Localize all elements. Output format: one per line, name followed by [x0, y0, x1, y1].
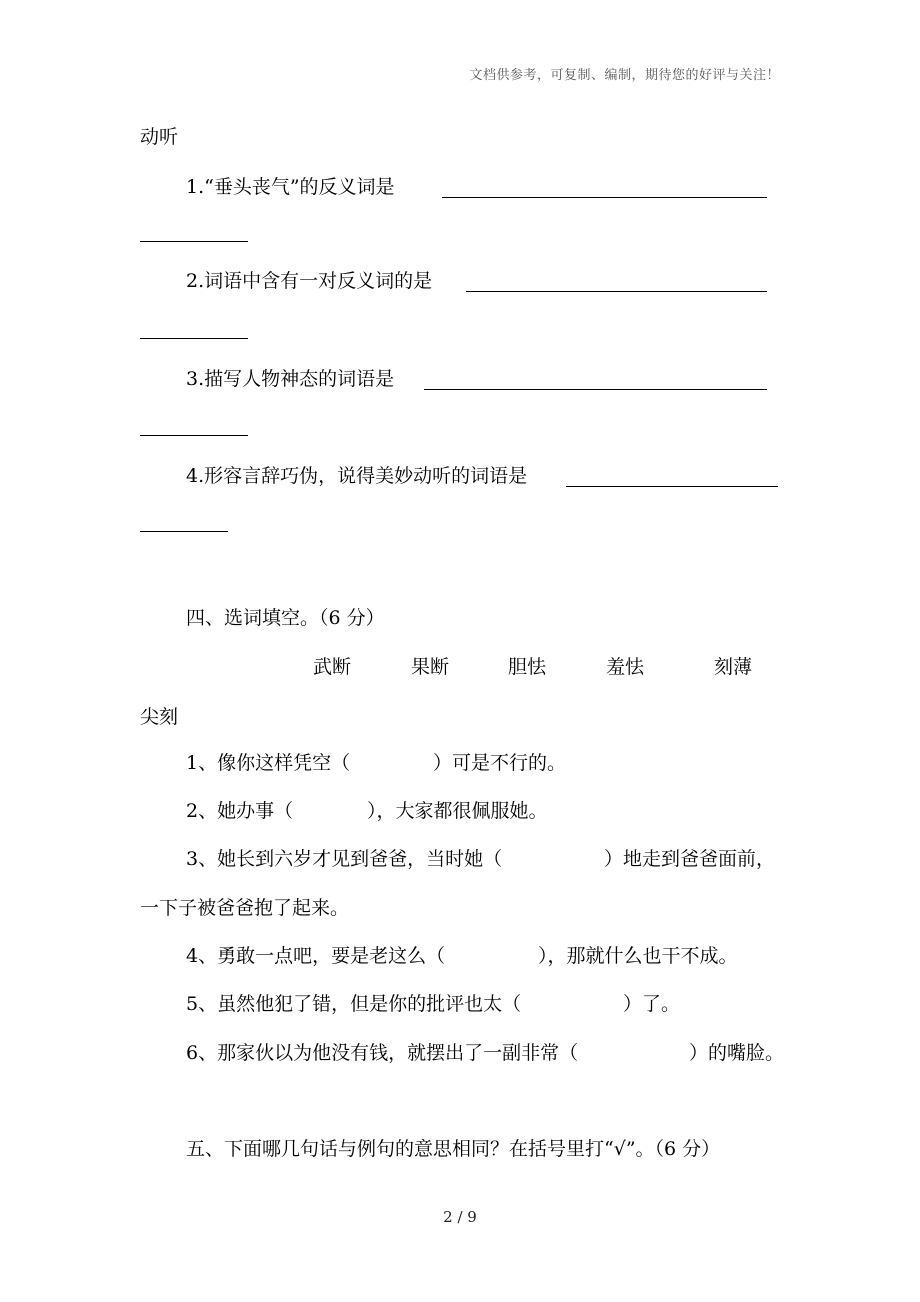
s4-item-3-before: 3、她长到六岁才见到爸爸，当时她（: [186, 848, 503, 870]
s4-item-6-before: 6、那家伙以为他没有钱，就摆出了一副非常（: [186, 1042, 579, 1064]
word-bank-item: 羞怯: [606, 656, 645, 678]
s4-item-1-before: 1、像你这样凭空（: [186, 752, 351, 774]
answer-line: [466, 291, 767, 292]
answer-line: [424, 389, 767, 390]
section5-title: 五、下面哪几句话与例句的意思相同？在括号里打“√”。（6 分）: [186, 1138, 721, 1160]
answer-line: [140, 531, 228, 532]
continuation-text: 动听: [140, 126, 179, 148]
answer-line: [442, 197, 767, 198]
s4-item-4-before: 4、勇敢一点吧，要是老这么（: [186, 945, 446, 967]
word-bank-item: 胆怯: [508, 656, 547, 678]
answer-line: [140, 241, 248, 242]
s3-item-2: 2.词语中含有一对反义词的是: [186, 270, 433, 292]
answer-line: [140, 435, 248, 436]
section4-title: 四、选词填空。（6 分）: [186, 607, 385, 629]
s4-item-2-after: ），大家都很佩服她。: [367, 800, 548, 822]
page-number: 2 / 9: [443, 1208, 477, 1226]
s4-item-4-after: ），那就什么也干不成。: [538, 945, 738, 967]
header-note: 文档供参考，可复制、编制，期待您的好评与关注！: [469, 68, 780, 83]
s4-item-3-wrap: 一下子被爸爸抱了起来。: [140, 897, 350, 919]
word-bank-item: 刻薄: [714, 656, 753, 678]
word-bank-item: 果断: [411, 656, 450, 678]
s4-item-5-before: 5、虽然他犯了错，但是你的批评也太（: [186, 993, 522, 1015]
s4-item-3-after: ）地走到爸爸面前，: [604, 848, 776, 870]
s3-item-1: 1.“垂头丧气”的反义词是: [186, 176, 395, 198]
answer-line: [566, 486, 778, 487]
s3-item-3: 3.描写人物神态的词语是: [186, 368, 395, 390]
s4-item-6-after: ）的嘴脸。: [689, 1042, 785, 1064]
word-bank-item: 武断: [313, 656, 352, 678]
s3-item-4: 4.形容言辞巧伪，说得美妙动听的词语是: [186, 465, 528, 487]
answer-line: [140, 338, 248, 339]
word-bank-item: 尖刻: [140, 706, 179, 728]
s4-item-2-before: 2、她办事（: [186, 800, 294, 822]
s4-item-5-after: ）了。: [623, 993, 681, 1015]
s4-item-1-after: ）可是不行的。: [433, 752, 567, 774]
